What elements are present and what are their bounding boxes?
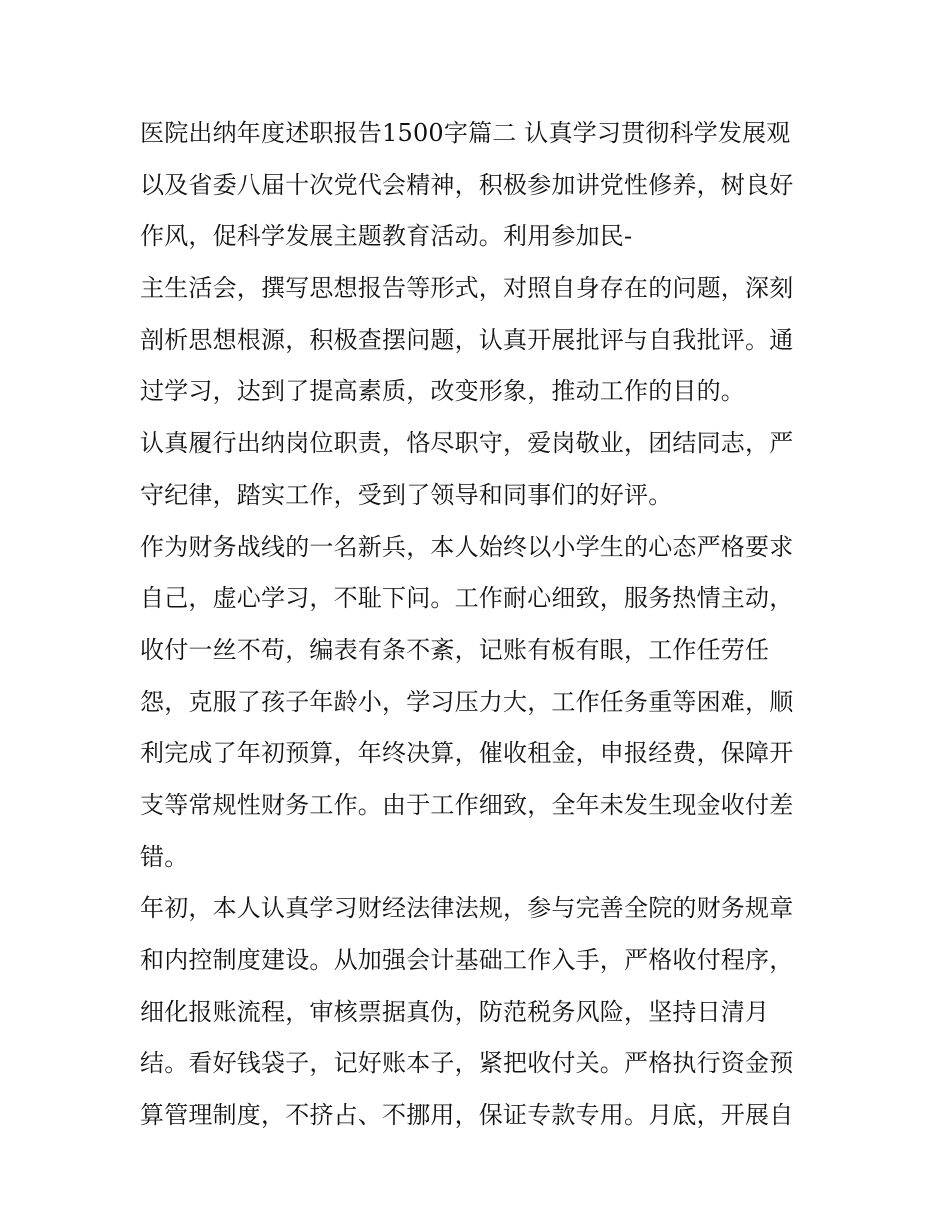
text-line: 医院出纳年度述职报告1500字篇二 认真学习贯彻科学发展观 (140, 119, 791, 147)
text-line: 过学习，达到了提高素质，改变形象，推动工作的目的。 (140, 377, 745, 406)
text-line: 作为财务战线的一名新兵，本人始终以小学生的心态严格要求 (140, 532, 794, 561)
text-line: 支等常规性财务工作。由于工作细致，全年未发生现金收付差 (140, 790, 794, 819)
text-line: 守纪律，踏实工作，受到了领导和同事们的好评。 (140, 480, 673, 509)
text-line: 年初，本人认真学习财经法律法规，参与完善全院的财务规章 (140, 894, 794, 923)
text-line: 细化报账流程，审核票据真伪，防范税务风险，坚持日清月 (140, 997, 770, 1026)
text-line: 结。看好钱袋子，记好账本子，紧把收付关。严格执行资金预 (140, 1049, 794, 1078)
text-line: 主生活会，撰写思想报告等形式，对照自身存在的问题，深刻 (140, 274, 794, 303)
text-line: 认真履行出纳岗位职责，恪尽职守，爱岗敬业，团结同志，严 (140, 429, 794, 458)
text-line: 剖析思想根源，积极查摆问题，认真开展批评与自我批评。通 (140, 325, 794, 354)
text-line: 错。 (140, 842, 189, 871)
text-line: 怨，克服了孩子年龄小，学习压力大，工作任务重等困难，顺 (140, 687, 794, 716)
text-line: 自己，虚心学习，不耻下问。工作耐心细致，服务热情主动， (140, 584, 794, 613)
text-line: 收付一丝不苟，编表有条不紊，记账有板有眼，工作任劳任 (140, 635, 770, 664)
document-body (140, 108, 820, 1142)
text-line: 利完成了年初预算，年终决算，催收租金，申报经费，保障开 (140, 739, 794, 768)
text-line: 算管理制度，不挤占、不挪用，保证专款专用。月底，开展自 (140, 1101, 794, 1130)
text-line: 作风，促科学发展主题教育活动。利用参加民- (140, 222, 633, 251)
text-line: 以及省委八届十次党代会精神，积极参加讲党性修养，树良好 (140, 170, 794, 199)
text-line: 和内控制度建设。从加强会计基础工作入手，严格收付程序， (140, 946, 794, 974)
